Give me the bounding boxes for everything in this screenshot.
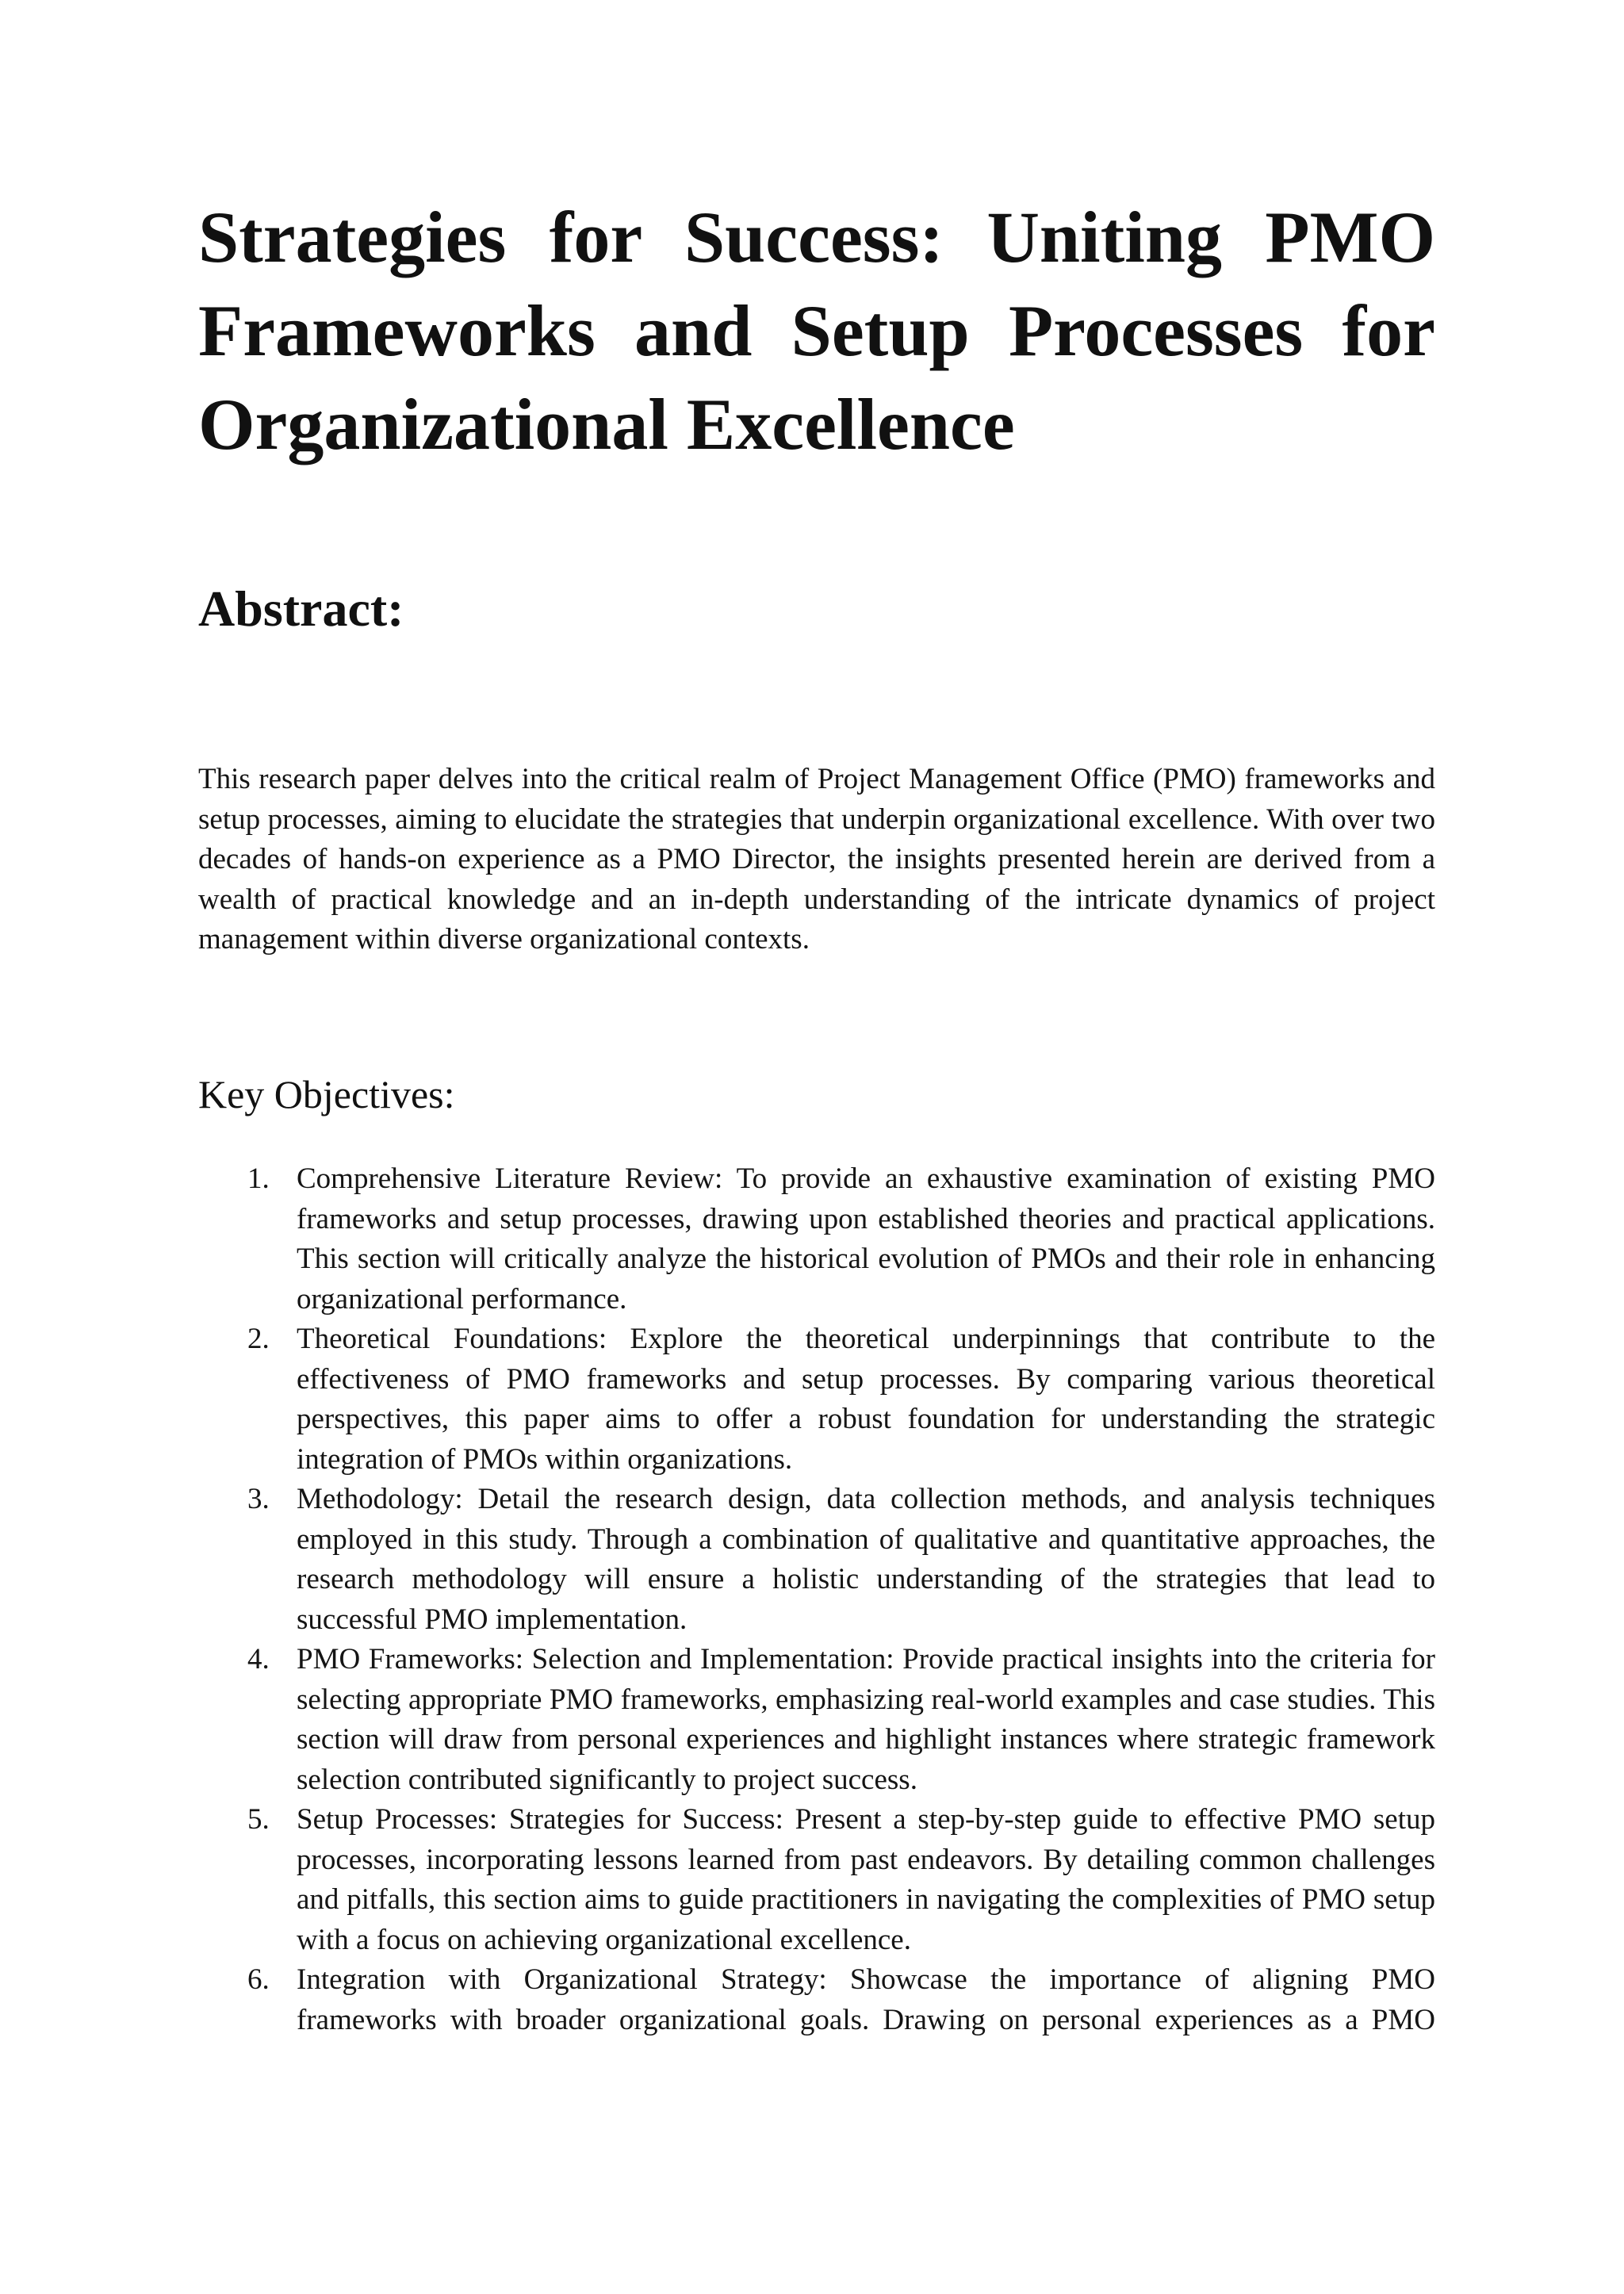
objective-item [198, 1640, 1435, 1800]
objective-item [198, 1159, 1435, 1319]
objective-item [198, 1319, 1435, 1480]
objective-text: Comprehensive Literature Review: To provide an exhaustive examination of existing PMO frameworks and setup processes, drawing upon established theories and practical applications. This section will critically analyze the historical evolution of PMOs and their role in enhancing organizational performance. [297, 1162, 1435, 1316]
objective-number: 5. [247, 1803, 270, 1836]
objective-item [198, 1800, 1435, 1960]
objective-number: 1. [247, 1162, 270, 1195]
objective-text: Theoretical Foundations: Explore the theoretical underpinnings that contribute to the effectiveness of PMO frameworks and setup processes. By comparing various theoretical perspectives, this paper aims to offer a robust foundation for understanding the strategic integration of PMOs within organizations. [297, 1323, 1435, 1476]
abstract-heading: Abstract: [198, 580, 404, 637]
objective-text: Methodology: Detail the research design, data collection methods, and analysis techniques employed in this study. Through a combination of qualitative and quantitative approaches, the research methodology will ensure a holistic understanding of the strategies that lead to successful PMO implementation. [297, 1483, 1435, 1636]
objective-text: Integration with Organizational Strategy: Showcase the importance of aligning PMO frameworks with broader organizational goals. Drawing on personal experiences as a PMO [297, 1963, 1435, 2036]
objective-text: PMO Frameworks: Selection and Implementation: Provide practical insights into the criteria for selecting appropriate PMO frameworks, emphasizing real-world examples and case studies. This section will draw from personal experiences and highlight instances where strategic framework selection contributed significantly to project success. [297, 1643, 1435, 1796]
objective-item [198, 1480, 1435, 1640]
objective-text: Setup Processes: Strategies for Success: Present a step-by-step guide to effective PMO setup processes, incorporating lessons learned from past endeavors. By detailing common challenges and pitfalls, this section aims to guide practitioners in navigating the complexities of PMO setup with a focus on achieving organizational excellence. [297, 1803, 1435, 1956]
objective-number: 4. [247, 1643, 270, 1676]
objective-item [198, 1960, 1435, 2040]
objective-number: 3. [247, 1483, 270, 1515]
objectives-list [198, 1159, 1435, 2040]
objective-number: 6. [247, 1963, 270, 1996]
objective-number: 2. [247, 1323, 270, 1355]
abstract-paragraph: This research paper delves into the critical realm of Project Management Office (PMO) frameworks and setup processes, aiming to elucidate the strategies that underpin organizational excellence. With over two decades of hands-on experience as a PMO Director, the insights presented herein are derived from a wealth of practical knowledge and an in-depth understanding of the intricate dynamics of project management within diverse organizational contexts. [198, 763, 1435, 956]
key-objectives-heading: Key Objectives: [198, 1072, 455, 1116]
paper-title: Strategies for Success: Uniting PMO Frameworks and Setup Processes for Organizational Excellence [198, 197, 1435, 465]
